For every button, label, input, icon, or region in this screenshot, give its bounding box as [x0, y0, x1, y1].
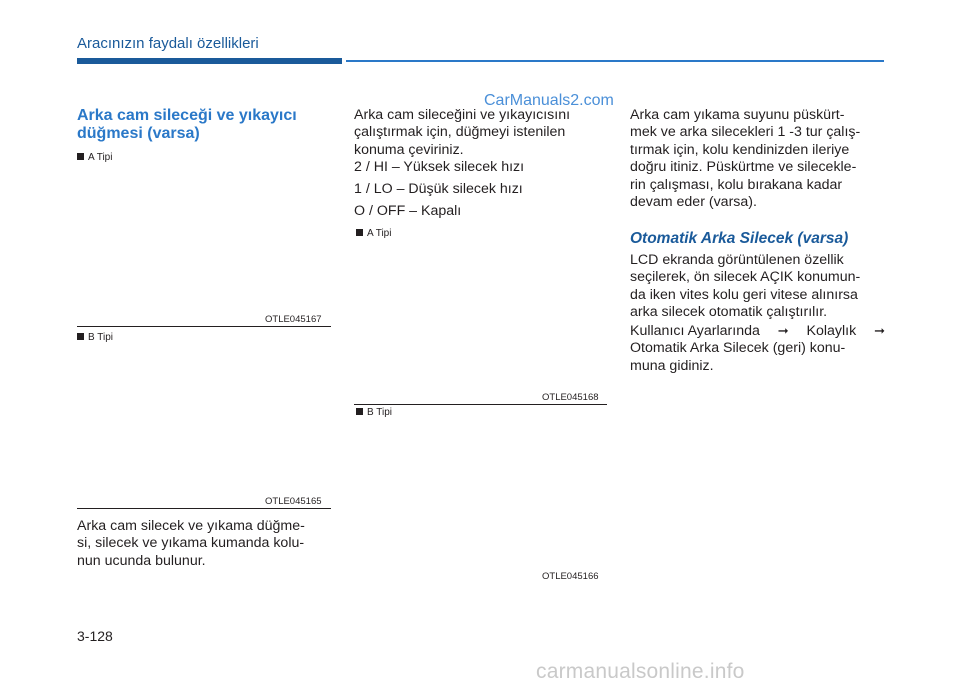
footer-watermark: carmanualsonline.info: [536, 660, 745, 683]
section-title-line-2: düğmesi (varsa): [77, 125, 200, 142]
figure-a-code: OTLE045167: [265, 314, 322, 325]
figure-b-label: B Tipi: [77, 332, 113, 343]
col3-settings-path-paragraph: Kullanıcı Ayarlarında ➞ Kolaylık ➞ Otomatik Arka Silecek (geri) konu- muna gidiniz.: [630, 323, 885, 374]
auto-rear-wiper-heading: Otomatik Arka Silecek (varsa): [630, 230, 849, 247]
col3-washer-paragraph: Arka cam yıkama suyunu püskürt- mek ve arka silecekleri 1 -3 tur çalış- tırmak için, kolu kendinizden ileriye doğru itiniz. Püskürtme ve silecekle- rin çalışması, kolu bırakana kadar devam eder (varsa).: [630, 107, 861, 211]
arrow-right-icon: ➞: [777, 323, 789, 338]
setting-off: O / OFF – Kapalı: [354, 203, 462, 219]
section-title-line-1: Arka cam sileceği ve yıkayıcı: [77, 107, 297, 124]
page-number: 3-128: [77, 628, 113, 644]
figure-a-code: OTLE045168: [542, 392, 599, 403]
figure-wiper-stalk-a: [75, 151, 331, 305]
figure-b-code: OTLE045166: [542, 571, 599, 582]
header-rule-light: [346, 60, 884, 62]
col1-paragraph: Arka cam silecek ve yıkama düğme- si, silecek ve yıkama kumanda kolu- nun ucunda bulunur.: [77, 518, 305, 569]
setting-lo: 1 / LO – Düşük silecek hızı: [354, 181, 523, 197]
figure-divider: [77, 326, 331, 327]
figure-b-code: OTLE045165: [265, 496, 322, 507]
figure-wiper-push-a: [352, 227, 607, 387]
arrow-right-icon: ➞: [874, 323, 885, 338]
col3-auto-wiper-paragraph: LCD ekranda görüntülenen özellik seçilerek, ön silecek AÇIK konumun- da iken vites kolu geri vitese alınırsa arka silecek otomatik çalıştırılır.: [630, 252, 861, 321]
watermark-text: CarManuals2.com: [484, 92, 614, 109]
figure-a-label: A Tipi: [356, 228, 391, 239]
setting-hi: 2 / HI – Yüksek silecek hızı: [354, 159, 525, 175]
header-rule-dark: [77, 58, 342, 64]
figure-a-label: A Tipi: [77, 152, 112, 163]
col2-intro-paragraph: Arka cam sileceğini ve yıkayıcısını çalıştırmak için, düğmeyi istenilen konuma çeviriniz.: [354, 107, 571, 158]
figure-b-label: B Tipi: [356, 407, 392, 418]
figure-divider: [77, 508, 331, 509]
figure-divider: [354, 404, 607, 405]
figure-wiper-push-b: [352, 405, 607, 580]
running-header: Aracınızın faydalı özellikleri: [77, 35, 259, 52]
figure-wiper-stalk-b: [75, 330, 331, 492]
